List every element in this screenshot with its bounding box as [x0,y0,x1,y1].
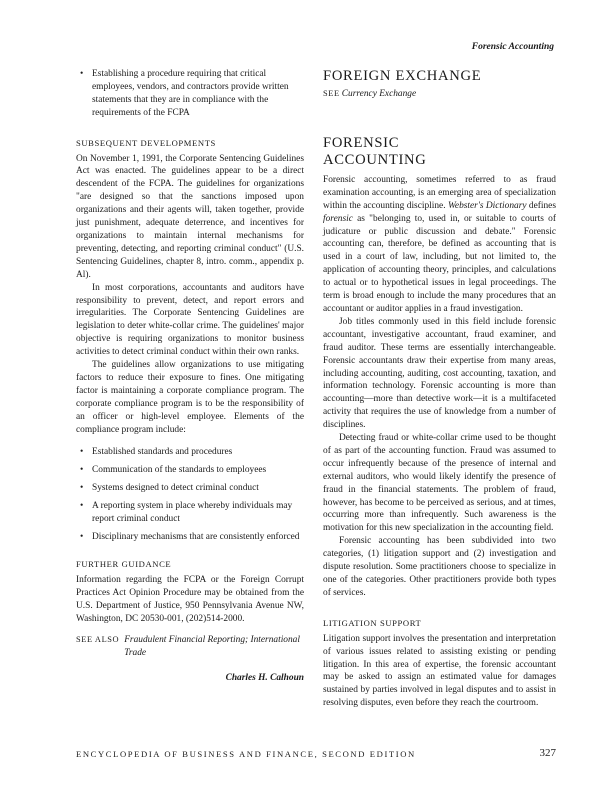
paragraph: Job titles commonly used in this field include forensic accountant, investigative accountant, fraud examiner, and fraud auditor. These terms are essentially interchangeable. Forensic accountants draw their expertise from many areas, including accounting, auditing, cost accounting, taxation, and information technology. Forensic accounting is more than accounting—more than detective work—it is a multifaceted activity that requires the use of knowledge from a number of disciplines. [323,316,556,431]
see-reference [323,88,556,101]
publication-title: ENCYCLOPEDIA OF BUSINESS AND FINANCE, SECOND EDITION [76,749,416,759]
see-label: SEE [323,89,340,98]
entry-title-foreign-exchange: FOREIGN EXCHANGE [323,68,482,84]
right-column [323,68,556,710]
paragraph: In most corporations, accountants and auditors have responsibility to prevent, detect, and report errors and irregularities. The Corporate Sentencing Guidelines are legislation to deter white-collar crime. The guidelines' major objective is requiring organizations to monitor business activities to detect criminal conduct within their own ranks. [76,282,304,358]
see-link[interactable]: Currency Exchange [341,89,417,99]
paragraph: On November 1, 1991, the Corporate Sentencing Guidelines Act was enacted. The guidelines appear to be a direct descendent of the FCPA. The guidelines for organizations "are designed so that the sanctions imposed upon organizations and their agents will, taken together, provide just punishment, adequate deterrence, and incentives for organizations to maintain internal mechanisms for preventing, detecting, and reporting criminal conduct" (U.S. Sentencing Guidelines, chapter 8, intro. comm., appendix p. Al). [76,153,304,280]
paragraph: Information regarding the FCPA or the Foreign Corrupt Practices Act Opinion Procedure may be obtained from the U.S. Department of Justice, 950 Pennsylvania Avenue NW, Washington, DC 20530-001, (202)514-2000. [76,574,304,624]
see-also-label: SEE ALSO [76,635,120,645]
page-number: 327 [539,747,556,759]
list-item: • Disciplinary mechanisms that are consistently enforced [76,531,304,544]
see-also-reference [76,634,304,660]
entry-title-forensic [323,135,556,169]
compliance-bullet-list [76,446,304,543]
paragraph: Forensic accounting has been subdivided into two categories, (1) litigation support and (2) investigation and dispute resolution. Some practitioners choose to specialize in one of the categories. Other practitioners provide both types of services. [323,536,556,598]
author-signature: Charles H. Calhoun [225,673,304,684]
defined-term: forensic [323,213,353,224]
fcpa-bullet-list [76,68,304,120]
section-heading-subsequent: SUBSEQUENT DEVELOPMENTS [76,137,216,148]
list-item: • Established standards and procedures [76,446,304,459]
text-run: defines [526,200,556,211]
dictionary-title: Webster's Dictionary [447,200,527,211]
paragraph [323,174,556,316]
running-head: Forensic Accounting [471,42,554,52]
paragraph: Litigation support involves the presentation and interpretation of various issues related to assisting existing or pending litigation. In this area of expertise, the forensic accountant may be asked to assign an estimated value for damages sustained by parties involved in legal disputes and to assist in resolving disputes, even before they reach the courtroom. [323,633,556,709]
paragraph: The guidelines allow organizations to use mitigating factors to reduce their exposure to fines. One mitigating factor is maintaining a corporate compliance program. The corporate compliance program is to be the responsibility of an officer or high-level employee. Elements of the compliance program include: [76,360,304,435]
entry-title-line: FORENSIC [323,134,400,151]
section-heading-further: FURTHER GUIDANCE [76,558,172,569]
see-also-links[interactable]: Fraudulent Financial Reporting; International Trade [124,635,300,659]
list-item: • Establishing a procedure requiring that critical employees, vendors, and contractors provide written statements that they are in compliance with the requirements of the FCPA [76,68,304,120]
section-heading-litigation: LITIGATION SUPPORT [323,617,422,628]
left-column [76,68,304,685]
paragraph: Detecting fraud or white-collar crime used to be thought of as part of the accounting function. Fraud was assumed to occur infrequently because of the presence of internal and external auditors, who would likely identify the presence of fraud in the financial statements. The problem of fraud, however, has become to be perceived as serious, and at times, occurring more than infrequently. Such awareness is the motivation for this new specialization in the accounting field. [323,433,556,534]
entry-title-line: ACCOUNTING [323,151,427,168]
list-item: • A reporting system in place whereby individuals may report criminal conduct [76,500,304,526]
list-item: • Systems designed to detect criminal conduct [76,482,304,495]
page-footer [76,749,556,759]
text-run: as "belonging to, used in, or suitable to courts of judicature or public discussion and debate." Forensic accounting can, therefore, be defined as accounting that is used in a court of law, including, but not limited to, the application of accounting theory, principles, and calculations to actual or to hypothetical issues in legal proceedings. The term is broad enough to include the many procedures that an accountant or auditor applies in a fraud investigation. [323,213,556,314]
list-item: • Communication of the standards to employees [76,464,304,477]
text-run: Forensic accounting, sometimes referred to as fraud examination accounting, is an emerging area of specialization within the accounting discipline. [323,174,556,211]
